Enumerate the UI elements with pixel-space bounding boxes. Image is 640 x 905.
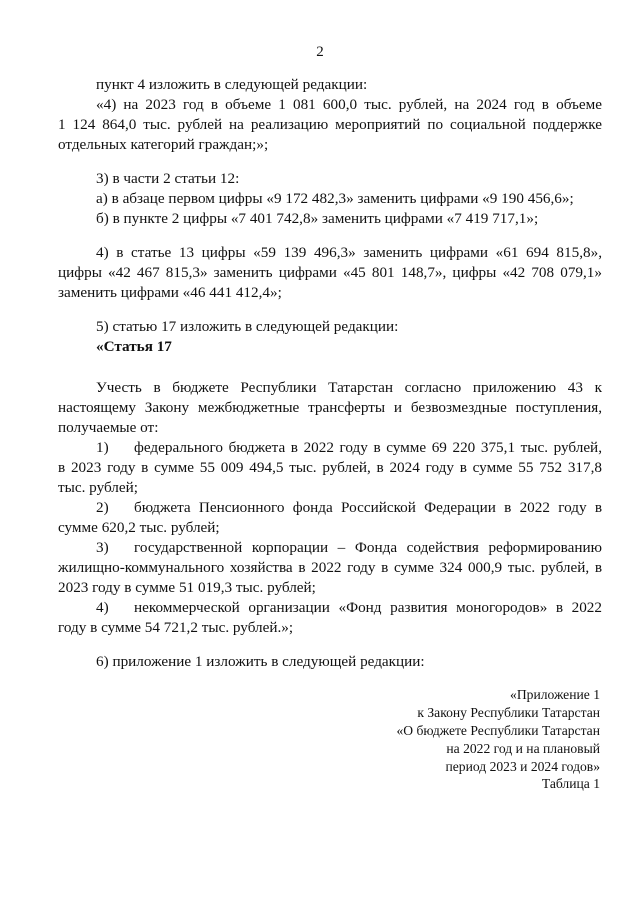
appendix-line1: «Приложение 1 — [510, 687, 600, 702]
p3-item-a: а) в абзаце первом цифры «9 172 482,3» заменить цифрами «9 190 456,6»; — [96, 190, 574, 207]
p6-intro: 6) приложение 1 изложить в следующей редакции: — [96, 653, 425, 670]
list-item-4-line1: некоммерческой организации «Фонд развития моногородов» в 2022 — [134, 599, 602, 616]
item4-intro: пункт 4 изложить в следующей редакции: — [96, 76, 368, 93]
appendix-line2: к Закону Республики Татарстан — [417, 705, 600, 720]
list-item-1-line2: в 2023 году в сумме 55 009 494,5 тыс. рублей, в 2024 году в сумме 55 752 317,8 — [58, 459, 602, 476]
page-number: 2 — [316, 44, 324, 60]
list-item-3-number: 3) — [96, 539, 109, 556]
appendix-line5: период 2023 и 2024 годов» — [445, 759, 600, 774]
list-item-1-line3: тыс. рублей; — [58, 479, 138, 496]
item4-line3: отдельных категорий граждан;»; — [58, 136, 269, 153]
list-item-2-line1: бюджета Пенсионного фонда Российской Федерации в 2022 году в — [134, 499, 602, 516]
article17-line2: настоящему Закону межбюджетные трансферты и безвозмездные поступления, — [58, 399, 602, 416]
item4-line1: «4) на 2023 год в объеме 1 081 600,0 тыс. рублей, на 2024 год в объеме — [96, 96, 602, 113]
p3-intro: 3) в части 2 статьи 12: — [96, 170, 240, 187]
list-item-3-line1: государственной корпорации – Фонда содействия реформированию — [134, 539, 602, 556]
p5-intro: 5) статью 17 изложить в следующей редакции: — [96, 318, 399, 335]
list-item-4-number: 4) — [96, 599, 109, 616]
list-item-2-line2: сумме 620,2 тыс. рублей; — [58, 519, 220, 536]
appendix-line4: на 2022 год и на плановый — [446, 741, 600, 756]
item4-line2: 1 124 864,0 тыс. рублей на реализацию мероприятий по социальной поддержке — [58, 116, 602, 133]
list-item-3-line2: жилищно-коммунального хозяйства в 2022 году в сумме 324 000,9 тыс. рублей, в — [58, 559, 602, 576]
p4-line2: цифры «42 467 815,3» заменить цифрами «45 801 148,7», цифры «42 708 079,1» — [58, 264, 602, 281]
table-label: Таблица 1 — [541, 776, 600, 791]
article17-line1: Учесть в бюджете Республики Татарстан согласно приложению 43 к — [96, 379, 602, 396]
appendix-line3: «О бюджете Республики Татарстан — [396, 723, 600, 738]
list-item-1-number: 1) — [96, 439, 109, 456]
p4-line3: заменить цифрами «46 441 412,4»; — [58, 284, 282, 301]
list-item-3-line3: 2023 году в сумме 51 019,3 тыс. рублей; — [58, 579, 316, 596]
p4-line1: 4) в статье 13 цифры «59 139 496,3» заменить цифрами «61 694 815,8», — [96, 244, 602, 261]
list-item-4-line2: году в сумме 54 721,2 тыс. рублей.»; — [58, 619, 294, 636]
article-17-title: «Статья 17 — [96, 338, 172, 355]
article17-line3: получаемые от: — [58, 419, 159, 436]
list-item-1-line1: федерального бюджета в 2022 году в сумме 69 220 375,1 тыс. рублей, — [134, 439, 602, 456]
p3-item-b: б) в пункте 2 цифры «7 401 742,8» заменить цифрами «7 419 717,1»; — [96, 210, 539, 227]
appendix-header — [340, 686, 600, 776]
list-item-2-number: 2) — [96, 499, 109, 516]
